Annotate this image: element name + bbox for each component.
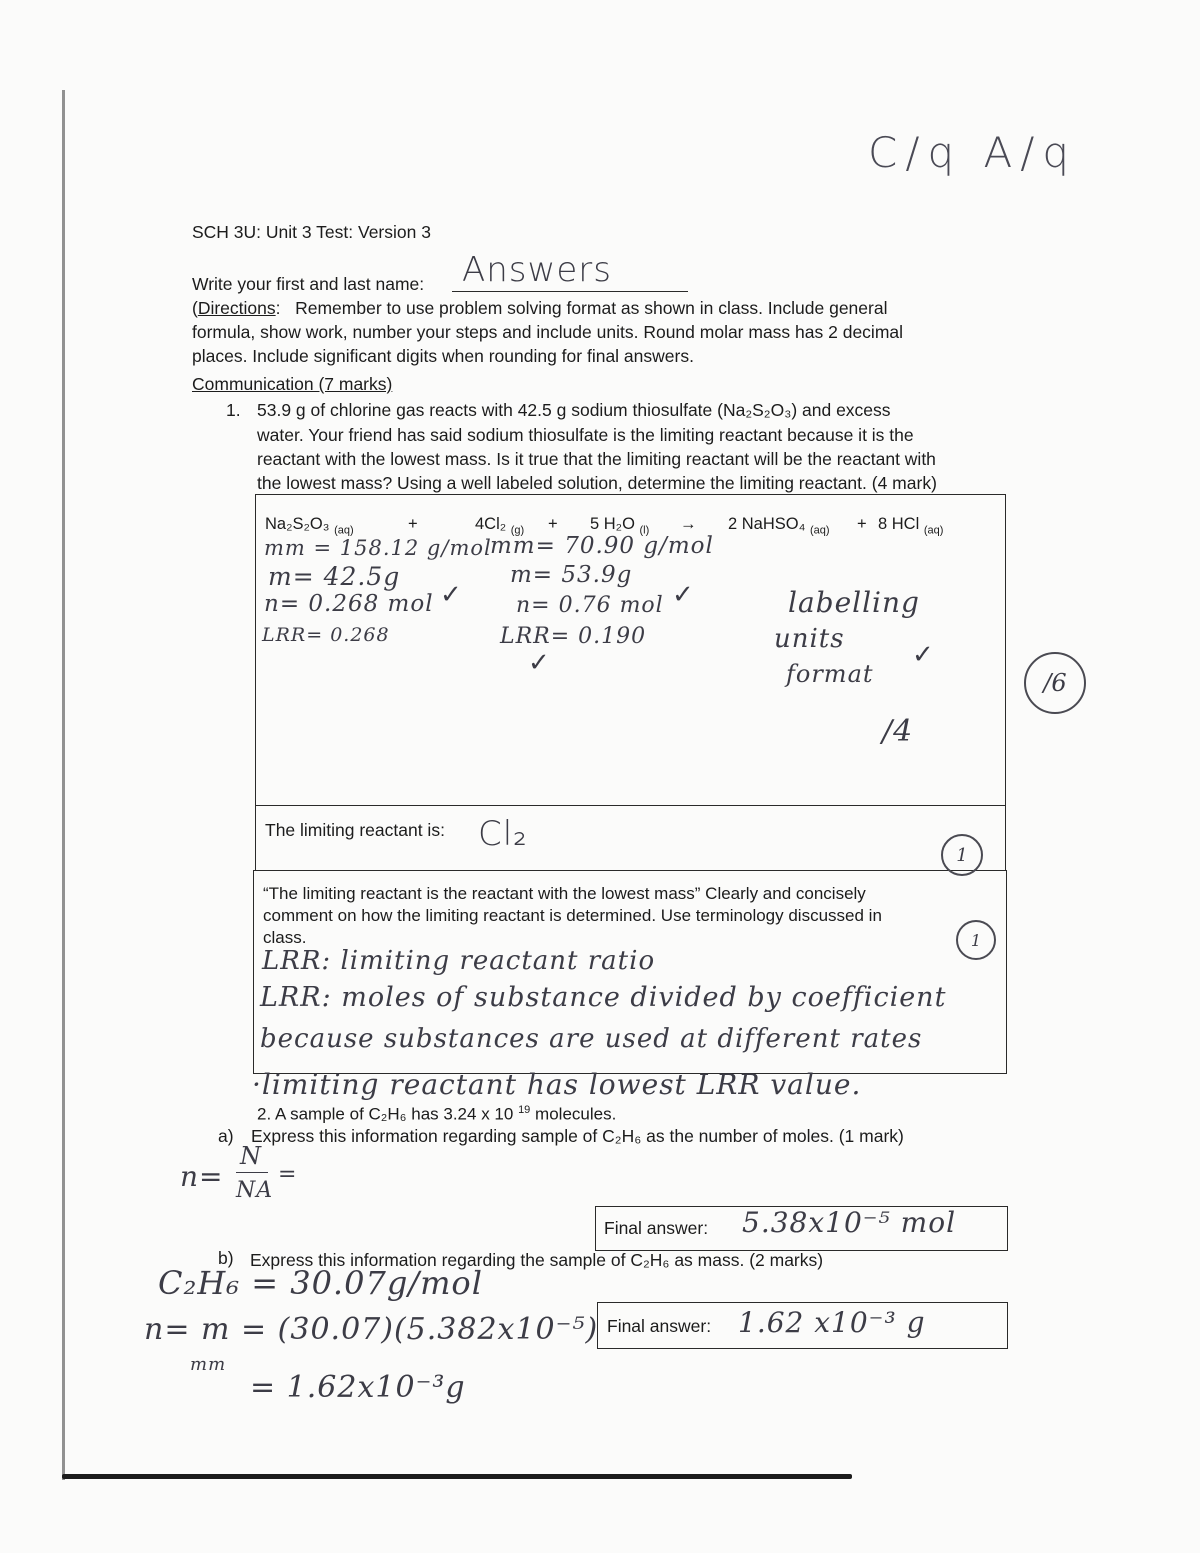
work-left-lrr: LRR= 0.268	[262, 624, 390, 646]
comment-answer3: because substances are used at different rates	[260, 1024, 923, 1054]
q2b-text: Express this information regarding the sample of C₂H₆ as mass. (2 marks)	[250, 1250, 824, 1270]
equation-arrow: →	[680, 515, 697, 533]
limiting-label: The limiting reactant is:	[265, 820, 445, 840]
q2a-final-label: Final answer:	[604, 1218, 709, 1238]
work-right-mm: mm= 70.90 g/mol	[490, 533, 714, 559]
name-label: Write your first and last name:	[192, 274, 425, 294]
q2a-work-N: N	[240, 1142, 262, 1170]
q2a-work-NA: NA	[236, 1178, 274, 1203]
work-left-mm: mm = 158.12 g/mol	[264, 536, 492, 560]
check-mark-icon: ✓	[528, 648, 550, 678]
work-left-n: n= 0.268 mol	[264, 591, 434, 617]
directions-line2: formula, show work, number your steps and include units. Round molar mass has 2 decimal	[192, 322, 904, 342]
equation-r1: Na₂S₂O₃ $_{(aq)}$	[265, 515, 354, 537]
marking-units: units	[774, 624, 845, 654]
communication-heading: Communication (7 marks)	[192, 374, 393, 394]
equation-r3: 5 H₂O $_{(l)}$	[590, 515, 650, 537]
q2b-final-label: Final answer:	[607, 1316, 712, 1336]
directions-line3: places. Include significant digits when rounding for final answers.	[192, 346, 694, 366]
work-right-m: m= 53.9g	[510, 562, 633, 588]
limiting-value: Cl₂	[478, 814, 528, 854]
comment-prompt2: comment on how the limiting reactant is determined. Use terminology discussed in	[263, 906, 882, 925]
q2b-work2: n= m = (30.07)(5.382x10⁻⁵)	[144, 1312, 599, 1347]
q1-line1: 53.9 g of chlorine gas reacts with 42.5 g sodium thiosulfate (Na₂S₂O₃) and excess	[257, 400, 891, 420]
work-left-m: m= 42.5g	[268, 562, 401, 591]
work-right-n: n= 0.76 mol	[516, 593, 664, 618]
corner-note: C/q A/q	[868, 128, 1078, 177]
equation-plus1: +	[408, 515, 418, 533]
q2b-work3: mm	[190, 1354, 227, 1375]
comment-answer2: LRR: moles of substance divided by coefficient	[260, 982, 947, 1013]
total-score-circle: /6	[1024, 652, 1086, 714]
q2b-final-value: 1.62 x10⁻³ g	[738, 1306, 926, 1339]
equation-p2: 8 HCl $_{(aq)}$	[878, 515, 944, 537]
limiting-mark-circle: 1	[941, 834, 983, 876]
marking-labelling: labelling	[788, 586, 920, 619]
directions-label: Directions	[197, 298, 276, 318]
q1-line2: water. Your friend has said sodium thiosulfate is the limiting reactant because it is the	[257, 425, 914, 445]
comment-mark-circle: 1	[956, 920, 996, 960]
comment-prompt1: “The limiting reactant is the reactant with the lowest mass” Clearly and concisely	[263, 884, 866, 903]
comment-answer4: ·limiting reactant has lowest LRR value.	[252, 1068, 862, 1101]
equation-r2: 4Cl₂ $_{(g)}$	[475, 515, 525, 537]
q2b-work1: C₂H₆ = 30.07g/mol	[158, 1264, 483, 1302]
q2a-label: a)	[218, 1126, 234, 1146]
check-mark-icon: ✓	[440, 580, 462, 610]
test-title: SCH 3U: Unit 3 Test: Version 3	[192, 222, 431, 242]
q2b-label: b)	[218, 1248, 234, 1268]
check-mark-icon: ✓	[672, 580, 694, 610]
q2a-fraction-bar	[236, 1172, 268, 1173]
q2-line: 2. A sample of C₂H₆ has 3.24 x 10 $^{19}$ molecules.	[257, 1104, 617, 1124]
work-right-lrr: LRR= 0.190	[500, 624, 647, 649]
equation-p1: 2 NaHSO₄ $_{(aq)}$	[728, 515, 830, 537]
equation-plus2: +	[548, 515, 558, 533]
q2a-work-n: n=	[180, 1160, 224, 1193]
equation-plus3: +	[857, 515, 867, 533]
scan-edge-left	[62, 90, 65, 1480]
q1-number: 1.	[226, 400, 241, 420]
q2a-text: Express this information regarding sample of C₂H₆ as the number of moles. (1 mark)	[251, 1126, 904, 1146]
directions-text1: Remember to use problem solving format as shown in class. Include general	[295, 298, 888, 318]
name-value: Answers	[462, 250, 612, 290]
q1-line3: reactant with the lowest mass. Is it true that the limiting reactant will be the reactant with	[257, 449, 936, 469]
scan-edge-bottom	[62, 1474, 852, 1479]
q1-score: /4	[882, 714, 914, 749]
q2b-work4: = 1.62x10⁻³g	[250, 1370, 466, 1405]
q2a-work-eq: =	[278, 1162, 298, 1187]
marking-format: format	[786, 660, 874, 688]
check-mark-icon: ✓	[912, 640, 934, 670]
comment-answer1: LRR: limiting reactant ratio	[262, 946, 656, 976]
directions-line1: (Directions: Remember to use problem solving format as shown in class. Include general	[192, 298, 888, 318]
q2a-final-value: 5.38x10⁻⁵ mol	[742, 1206, 957, 1239]
name-underline	[452, 291, 688, 292]
comment-prompt3: class.	[263, 928, 307, 947]
q1-line4: the lowest mass? Using a well labeled solution, determine the limiting reactant. (4 mark)	[257, 473, 937, 493]
